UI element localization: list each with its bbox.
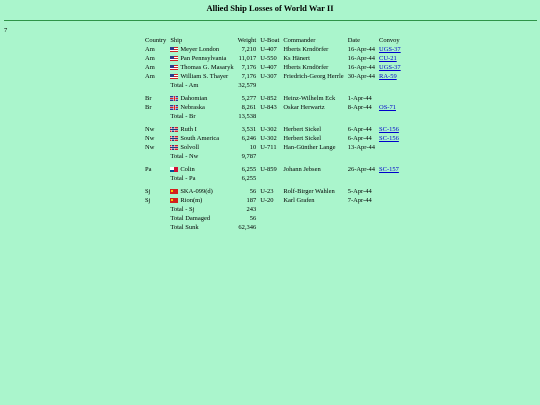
convoy-link[interactable]: SC-157 bbox=[379, 166, 399, 173]
weight-cell: 7,176 bbox=[241, 64, 257, 71]
convoy-cell bbox=[377, 72, 403, 81]
convoy-cell bbox=[377, 103, 403, 112]
flag-us-icon bbox=[170, 74, 178, 79]
date-cell: 26-Apr-44 bbox=[347, 166, 375, 173]
convoy-link[interactable]: RA-59 bbox=[379, 73, 397, 80]
commander-cell: Hberts Krndörfer bbox=[283, 64, 329, 71]
header-country: Country bbox=[145, 37, 167, 44]
uboat-cell: U-550 bbox=[260, 55, 277, 62]
weight-cell: 8,261 bbox=[241, 104, 257, 111]
ship-name: Solvoll bbox=[180, 144, 200, 151]
uboat-cell: U-302 bbox=[260, 126, 277, 133]
flag-no-icon bbox=[170, 127, 178, 132]
convoy-link[interactable]: UGS-37 bbox=[379, 64, 401, 71]
ship-cell bbox=[168, 143, 235, 152]
table-row bbox=[143, 134, 403, 143]
weight-cell: 5,277 bbox=[241, 95, 257, 102]
table-row bbox=[143, 187, 403, 196]
flag-us-icon bbox=[170, 47, 178, 52]
ship-name: Dahomian bbox=[180, 95, 208, 102]
weight-cell: 11,017 bbox=[238, 55, 257, 62]
ship-name: William S. Thayer bbox=[180, 73, 229, 80]
convoy-cell bbox=[377, 54, 403, 63]
date-cell: 6-Apr-44 bbox=[347, 135, 372, 142]
flag-su-icon bbox=[170, 189, 178, 194]
country-cell: Nw bbox=[145, 144, 155, 151]
table-row bbox=[143, 165, 403, 174]
ship-cell bbox=[168, 187, 235, 196]
uboat-cell: U-407 bbox=[260, 46, 277, 53]
weight-cell: 7,210 bbox=[241, 46, 257, 53]
table-row bbox=[143, 125, 403, 134]
ship-cell bbox=[168, 54, 235, 63]
weight-cell: 6,255 bbox=[241, 166, 257, 173]
ship-name: Meyer London bbox=[180, 46, 220, 53]
total-row bbox=[143, 205, 403, 214]
header-weight: Weight bbox=[237, 37, 257, 44]
total-weight: 62,346 bbox=[238, 224, 257, 231]
total-weight: 32,579 bbox=[238, 82, 257, 89]
uboat-cell: U-307 bbox=[260, 73, 277, 80]
date-cell: 30-Apr-44 bbox=[347, 73, 375, 80]
commander-cell: Heinz-Wilhelm Eck bbox=[283, 95, 336, 102]
convoy-cell bbox=[377, 45, 403, 54]
total-label: Total Sunk bbox=[170, 224, 199, 231]
total-label: Total - Pa bbox=[170, 175, 196, 182]
header-commander: Commander bbox=[283, 37, 316, 44]
convoy-cell bbox=[377, 196, 403, 205]
weight-cell: 56 bbox=[249, 188, 257, 195]
flag-pa-icon bbox=[170, 167, 178, 172]
convoy-cell bbox=[377, 125, 403, 134]
table-row bbox=[143, 72, 403, 81]
convoy-link[interactable]: OS-71 bbox=[379, 104, 396, 111]
ship-name: Colin bbox=[180, 166, 195, 173]
total-row bbox=[143, 214, 403, 223]
flag-no-icon bbox=[170, 145, 178, 150]
uboat-cell: U-843 bbox=[260, 104, 277, 111]
total-row bbox=[143, 152, 403, 161]
convoy-cell bbox=[377, 134, 403, 143]
total-weight: 56 bbox=[249, 215, 257, 222]
commander-cell: Friedrich-Georg Herrle bbox=[283, 73, 344, 80]
date-cell: 1-Apr-44 bbox=[347, 95, 372, 102]
date-cell: 7-Apr-44 bbox=[347, 197, 372, 204]
total-weight: 6,255 bbox=[241, 175, 257, 182]
uboat-cell: U-20 bbox=[260, 197, 274, 204]
ship-cell bbox=[168, 196, 235, 205]
total-row bbox=[143, 174, 403, 183]
commander-cell: Johann Jebsen bbox=[283, 166, 321, 173]
country-cell: Am bbox=[145, 73, 155, 80]
convoy-link[interactable]: CU-21 bbox=[379, 55, 397, 62]
header-uboat: U-Boat bbox=[260, 37, 280, 44]
total-label: Total - Br bbox=[170, 113, 196, 120]
uboat-cell: U-302 bbox=[260, 135, 277, 142]
country-cell: Sj bbox=[145, 188, 151, 195]
country-cell: Sj bbox=[145, 197, 151, 204]
date-cell: 16-Apr-44 bbox=[347, 46, 375, 53]
total-weight: 13,538 bbox=[238, 113, 257, 120]
ship-cell bbox=[168, 72, 235, 81]
date-cell: 8-Apr-44 bbox=[347, 104, 372, 111]
ship-cell bbox=[168, 45, 235, 54]
date-cell: 16-Apr-44 bbox=[347, 55, 375, 62]
total-label: Total Damaged bbox=[170, 215, 211, 222]
ship-cell bbox=[168, 63, 235, 72]
ship-name: SKA-099(d) bbox=[180, 188, 213, 195]
ship-name: Rion(m) bbox=[180, 197, 203, 204]
country-cell: Am bbox=[145, 46, 155, 53]
weight-cell: 7,176 bbox=[241, 73, 257, 80]
commander-cell: Herbert Sickel bbox=[283, 126, 322, 133]
ship-cell bbox=[168, 134, 235, 143]
convoy-cell bbox=[377, 165, 403, 174]
country-cell: Am bbox=[145, 64, 155, 71]
title-divider bbox=[4, 20, 537, 21]
ship-name: Nebraska bbox=[180, 104, 205, 111]
ship-cell bbox=[168, 103, 235, 112]
total-weight: 243 bbox=[246, 206, 257, 213]
weight-cell: 187 bbox=[246, 197, 257, 204]
date-cell: 16-Apr-44 bbox=[347, 64, 375, 71]
flag-su-icon bbox=[170, 198, 178, 203]
uboat-cell: U-23 bbox=[260, 188, 274, 195]
table-row bbox=[143, 45, 403, 54]
total-label: Total - Sj bbox=[170, 206, 195, 213]
page-number: 7 bbox=[4, 27, 8, 34]
table-row bbox=[143, 196, 403, 205]
table-row bbox=[143, 143, 403, 152]
table-row bbox=[143, 63, 403, 72]
ship-cell bbox=[168, 94, 235, 103]
ship-name: Pan Pennsylvania bbox=[180, 55, 227, 62]
total-weight: 9,787 bbox=[241, 153, 257, 160]
commander-cell: Herbert Sickel bbox=[283, 135, 322, 142]
commander-cell: Ks Hänert bbox=[283, 55, 310, 62]
table-row bbox=[143, 54, 403, 63]
flag-gb-icon bbox=[170, 105, 178, 110]
table-header-row bbox=[143, 36, 403, 45]
date-cell: 13-Apr-44 bbox=[347, 144, 375, 151]
header-convoy: Convoy bbox=[379, 37, 400, 44]
uboat-cell: U-711 bbox=[260, 144, 277, 151]
ship-cell bbox=[168, 125, 235, 134]
flag-gb-icon bbox=[170, 96, 178, 101]
convoy-cell bbox=[377, 94, 403, 103]
date-cell: 6-Apr-44 bbox=[347, 126, 372, 133]
total-row bbox=[143, 112, 403, 121]
uboat-cell: U-859 bbox=[260, 166, 277, 173]
convoy-cell bbox=[377, 63, 403, 72]
country-cell: Nw bbox=[145, 126, 155, 133]
ship-losses-table bbox=[143, 36, 403, 232]
table-row bbox=[143, 103, 403, 112]
header-date: Date bbox=[347, 37, 360, 44]
weight-cell: 3,531 bbox=[241, 126, 257, 133]
total-row bbox=[143, 81, 403, 90]
flag-us-icon bbox=[170, 65, 178, 70]
commander-cell: Han-Günther Lange bbox=[283, 144, 336, 151]
flag-us-icon bbox=[170, 56, 178, 61]
ship-name: Thomas G. Masaryk bbox=[180, 64, 234, 71]
flag-no-icon bbox=[170, 136, 178, 141]
total-label: Total - Nw bbox=[170, 153, 199, 160]
total-row bbox=[143, 223, 403, 232]
total-label: Total - Am bbox=[170, 82, 199, 89]
table-body bbox=[143, 45, 403, 232]
convoy-link[interactable]: UGS-37 bbox=[379, 46, 401, 53]
convoy-cell bbox=[377, 143, 403, 152]
ship-name: South America bbox=[180, 135, 220, 142]
country-cell: Br bbox=[145, 95, 152, 102]
country-cell: Am bbox=[145, 55, 155, 62]
uboat-cell: U-407 bbox=[260, 64, 277, 71]
commander-cell: Karl Grafen bbox=[283, 197, 315, 204]
convoy-link[interactable]: SC-156 bbox=[379, 126, 399, 133]
convoy-link[interactable]: SC-156 bbox=[379, 135, 399, 142]
date-cell: 5-Apr-44 bbox=[347, 188, 372, 195]
page-title: Allied Ship Losses of World War II bbox=[206, 3, 334, 13]
country-cell: Nw bbox=[145, 135, 155, 142]
country-cell: Br bbox=[145, 104, 152, 111]
table-row bbox=[143, 94, 403, 103]
header-ship: Ship bbox=[170, 37, 183, 44]
ship-cell bbox=[168, 165, 235, 174]
weight-cell: 10 bbox=[249, 144, 257, 151]
commander-cell: Hberts Krndörfer bbox=[283, 46, 329, 53]
ship-name: Ruth I bbox=[180, 126, 197, 133]
commander-cell: Rolf-Birger Wahlen bbox=[283, 188, 335, 195]
uboat-cell: U-852 bbox=[260, 95, 277, 102]
weight-cell: 6,246 bbox=[241, 135, 257, 142]
country-cell: Pa bbox=[145, 166, 152, 173]
convoy-cell bbox=[377, 187, 403, 196]
commander-cell: Oskar Herwartz bbox=[283, 104, 325, 111]
